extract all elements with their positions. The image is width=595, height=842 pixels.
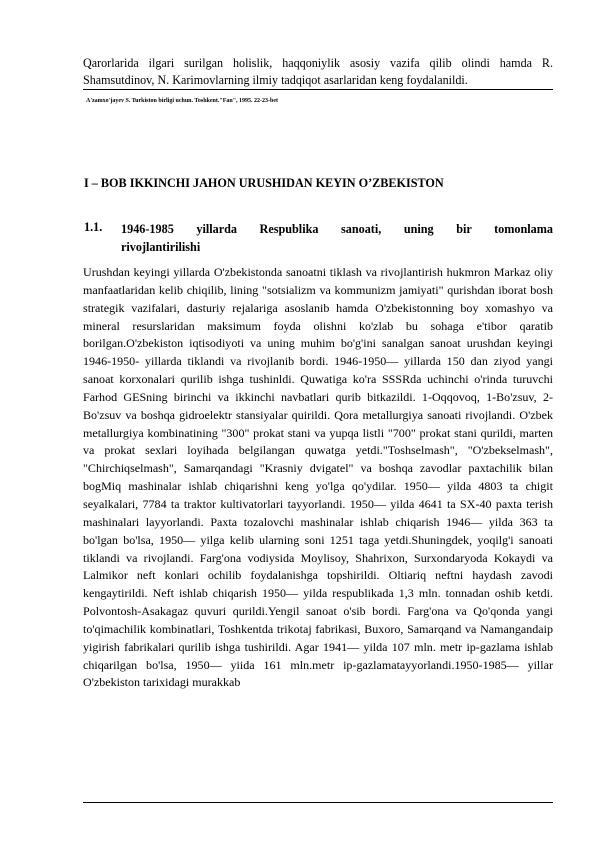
body-paragraph: Urushdan keyingi yillarda O'zbekistonda sanoatni tiklash va rivojlantirish hukmron Markaz oliy manfaatlaridan kelib chiqilib, lining "sotsializm va kommunizm jamiyati" qurishdan iborat bosh strategik vazifalari, dasturiy rejalariga asoslanib hamda O'zbekistonning boy xomashyo va mineral resurslaridan maksimum foyda olishni ko'zlab bu sohaga e'tibor qaratib borilgan.O'zbekiston iqtisodiyoti va uning muhim bo'g'ini sanalgan sanoat urushdan keyingi 1946-1950- yillarda tiklandi va rivojlanib bordi. 1946-1950— yillarda 150 dan ziyod yangi sanoat korxonalari qurilib ishga tushinldi. Quwatiga ko'ra SSSRda uchinchi o'rinda turuvchi Farhod GESning birinchi va ikkinchi navbatlari qurib bitkazildi. 1-Oqqovoq, 1-Bo'zsuv, 2-Bo'zsuv va boshqa gidroelektr stansiyalar quirildi. Qora metallurgiya sanoati rivojlandi. O'zbek metallurgiya kombinatining "300" prokat stani va yupqa listli "700" prokat stani qurildi, marten va prokat sexlari loyihada belgilangan quwatga yetdi."Toshselmash", "O'zbekselmash", "Chirchiqselmash", Samarqandagi "Krasniy dvigatel" va boshqa zavodlar paxtachilik bilan bogMiq mashinalar ishlab chiqarishni keng yo'lga qo'ydilar. 1950— yilda 4803 ta chigit seyalkalari, 7784 ta traktor kultivatorlari tayyorlandi. 1950— yilda 4641 ta SX-40 paxta terish mashinalari layyorlandi. Paxta tozalovchi mashinalar ishlab chiqarish 1946— yilda 363 ta bo'lgan bo'lsa, 1950— yilga kelib ularning soni 1251 taga yetdi.Shuningdek, yoqilg'i sanoati tiklandi va rivojlandi. Farg'ona vodiysida Moylisoy, Shahrixon, Surxondaryoda Kokaydi va Lalmikor neft konlari ochilib foydalanishga topshirildi. Oltiariq neftni haydash zavodi kengaytirildi. Neft ishlab chiqarish 1950— yilda respublikada 1,3 mln. tonnadan oshib ketdi. Polvontosh-Asakagaz quvuri qurildi.Yengil sanoat o'sib bordi. Farg'ona va Qo'qonda yangi to'qimachilik kombinatlari, Toshkentda trikotaj fabrikasi, Buxoro, Samarqand va Namangandaip yigirish fabrikalari qurilib ishga tushirildi. Agar 1941— yilda 107 mln. metr ip-gazlama ishlab chiqarilgan bo'lsa, 1950— yiida 161 mln.metr ip-gazlamatayyorlandi.1950-1985— yillar O'zbekiston tarixidagi murakkab [83,265,553,690]
chapter-title: I – BOB IKKINCHI JAHON URUSHIDAN KEYIN O’ZBEKISTON [84,176,444,190]
section-number: 1.1. [84,220,103,234]
intro-paragraph: Qarorlarida ilgari surilgan holislik, haqqoniylik asosiy vazifa qilib olindi hamda R. Shamsutdinov, N. Karimovlarning ilmiy tadqiqot asarlaridan keng foydalanildi. [83,56,553,87]
footnote-divider [83,89,553,90]
footnote: A'zamxo'jayev S. Turkiston birligi uchun. Toshkent."Fan", 1995. 22-23-bet [86,98,279,104]
section-title [121,220,553,256]
section-title-line1: 1946-1985 yillarda Respublika sanoati, uning bir tomonlama [121,222,553,236]
section-title-line2: rivojlantirilishi [121,240,201,254]
bottom-divider [83,802,553,803]
